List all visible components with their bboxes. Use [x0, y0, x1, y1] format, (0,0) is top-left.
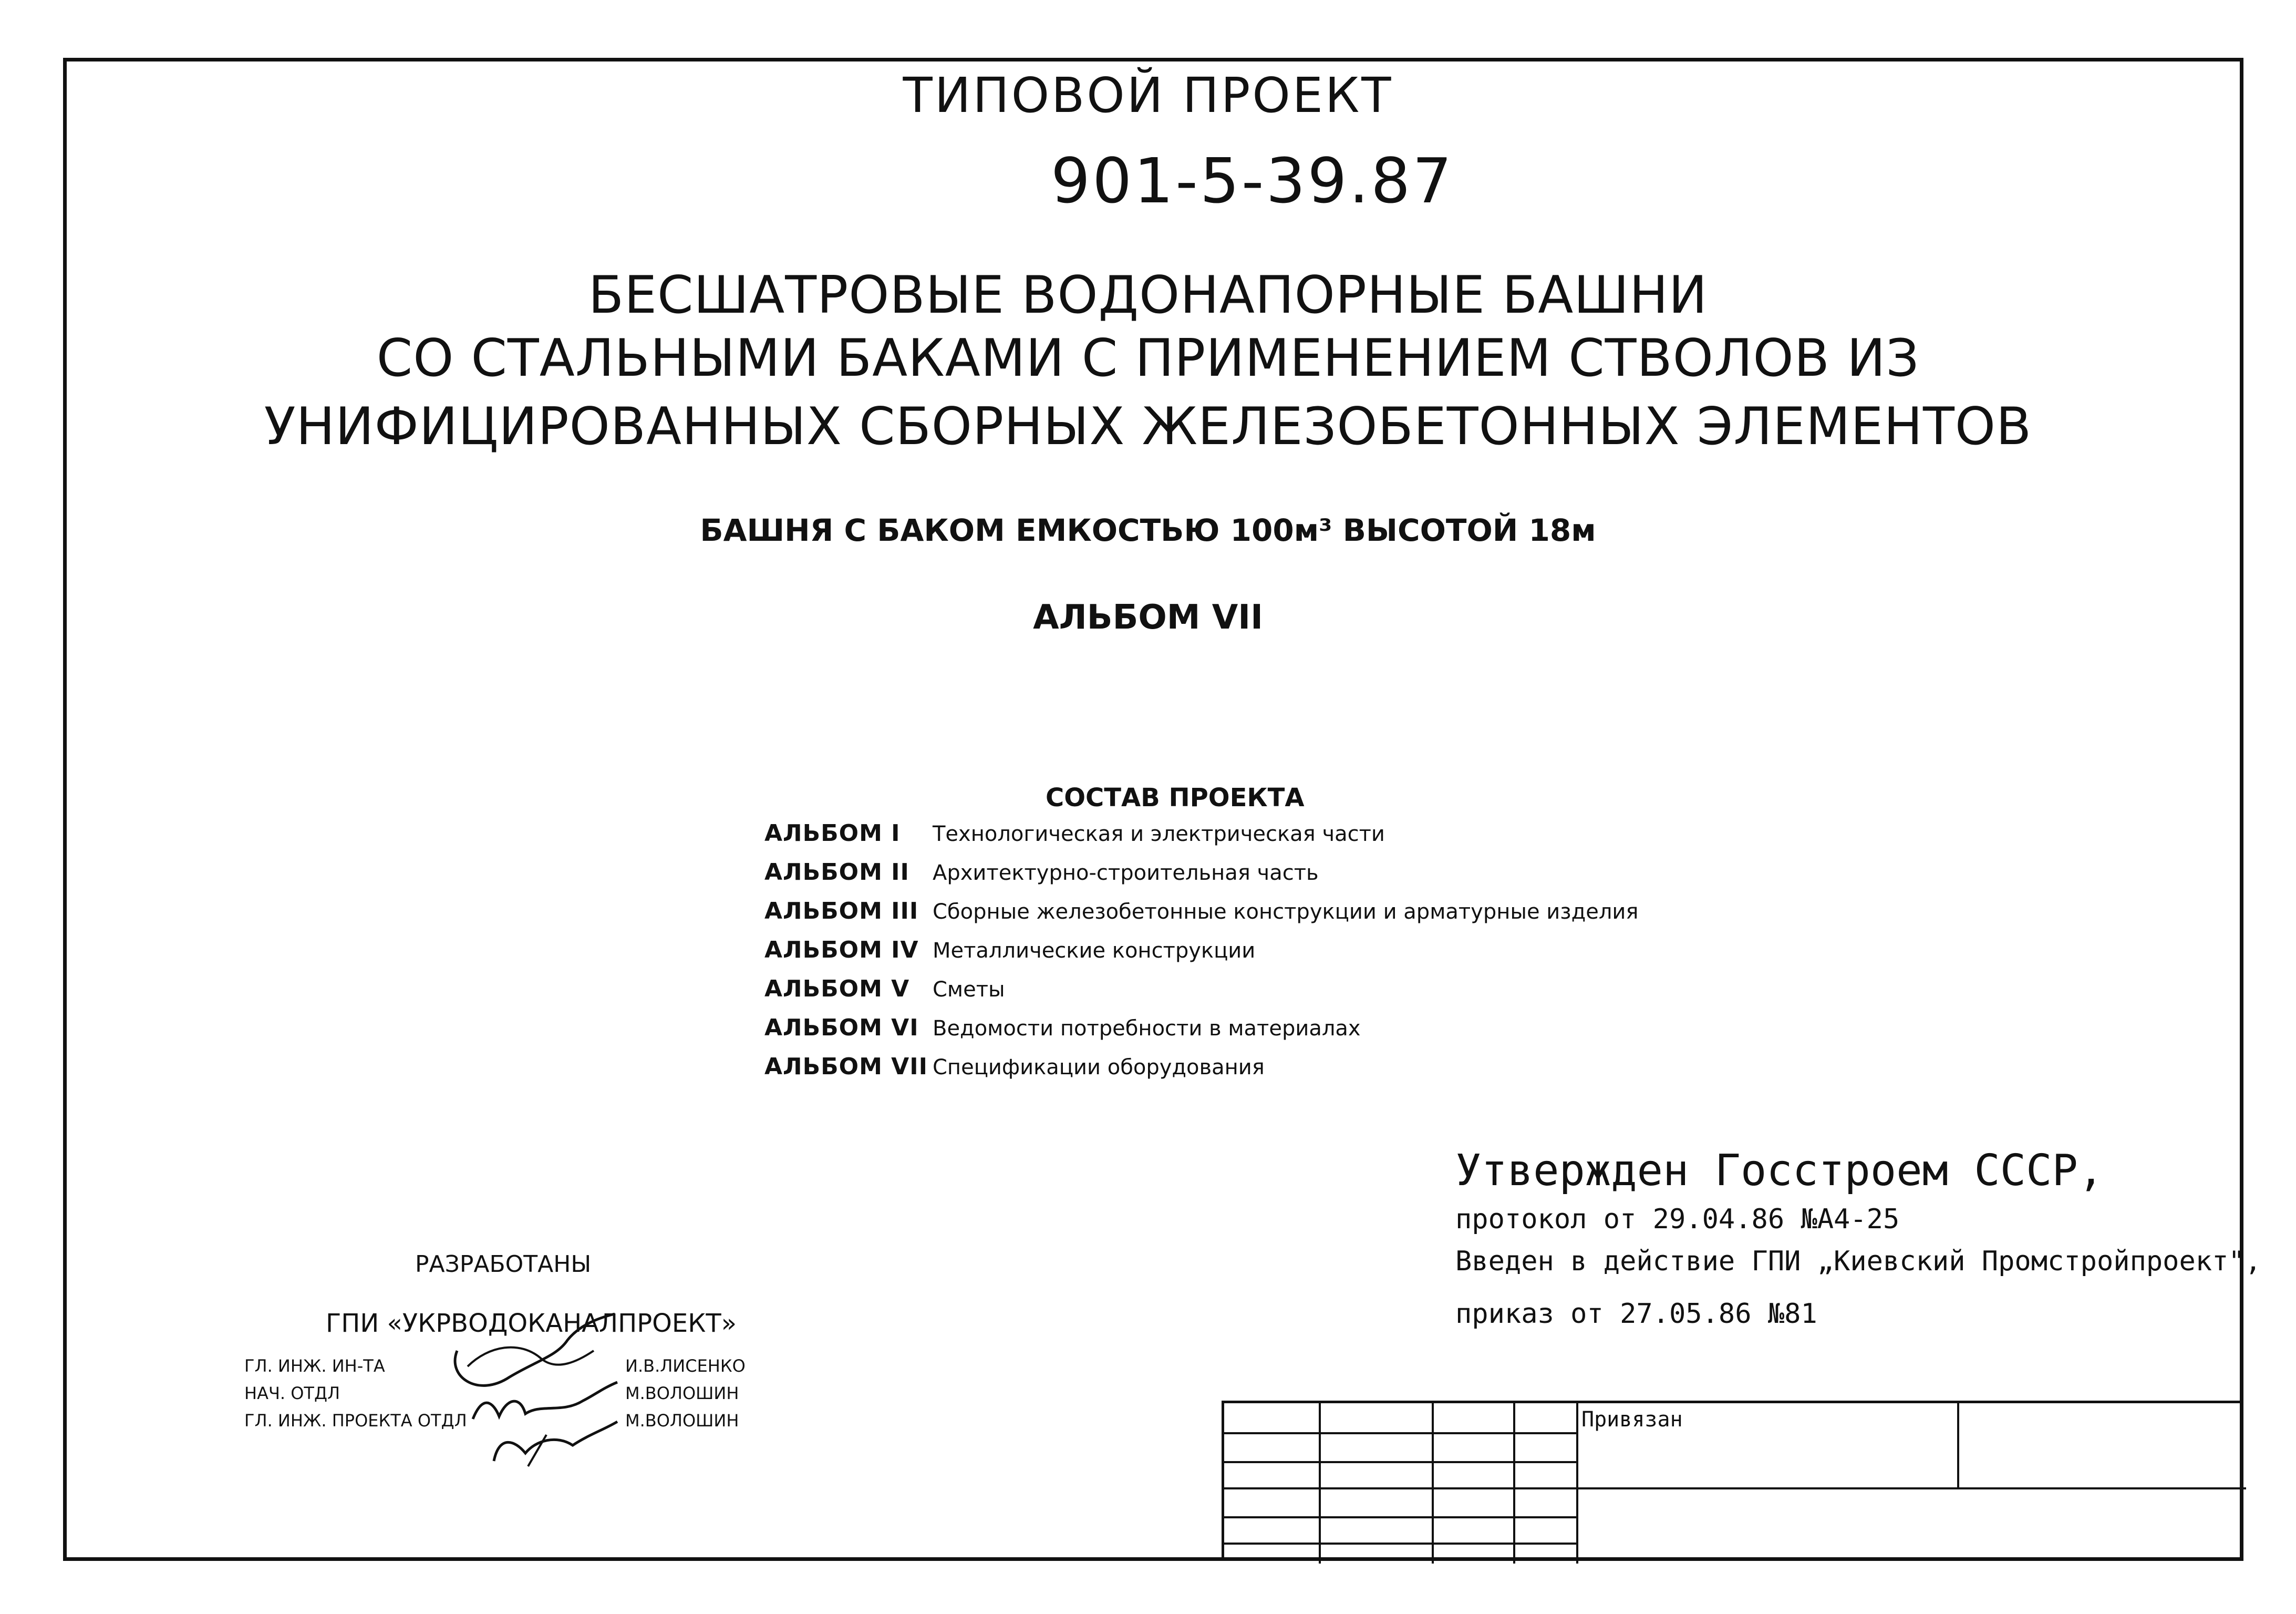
stamp-divider: [1513, 1403, 1515, 1564]
approval-line-3: Введен в действие ГПИ „Киевский Промстройпроект",: [1455, 1246, 2262, 1277]
composition-row: [764, 937, 1255, 975]
title-line-2: СО СТАЛЬНЫМИ БАКАМИ С ПРИМЕНЕНИЕМ СТВОЛОВ ИЗ: [376, 328, 1920, 388]
stamp-row-line: [1224, 1461, 1576, 1463]
stamp-label: Привязан: [1581, 1407, 1683, 1432]
composition-album: АЛЬБОМ I: [764, 820, 901, 847]
composition-album: АЛЬБОМ IV: [764, 937, 919, 963]
composition-desc: Ведомости потребности в материалах: [933, 1016, 1361, 1041]
title-line-1: БЕСШАТРОВЫЕ ВОДОНАПОРНЫЕ БАШНИ: [588, 265, 1708, 325]
signature-role: ГЛ. ИНЖ. ИН-ТА: [244, 1356, 385, 1376]
signature-name: М.ВОЛОШИН: [625, 1383, 739, 1403]
approval-line-4: приказ от 27.05.86 №81: [1455, 1298, 1817, 1330]
stamp-row-line: [1224, 1543, 1576, 1545]
stamp-row-line: [1224, 1516, 1576, 1518]
signature-role: НАЧ. ОТДЛ: [244, 1383, 340, 1403]
composition-album: АЛЬБОМ VI: [764, 1014, 919, 1041]
composition-row: [764, 898, 1638, 937]
composition-title: СОСТАВ ПРОЕКТА: [1046, 783, 1305, 813]
signature-name: М.ВОЛОШИН: [625, 1411, 739, 1431]
handwritten-signatures: [436, 1309, 625, 1482]
approval-line-1: Утвержден Госстроем СССР,: [1455, 1146, 2104, 1196]
stamp-divider: [1957, 1403, 1959, 1487]
composition-album: АЛЬБОМ V: [764, 975, 910, 1002]
signature-name: И.В.ЛИСЕНКО: [625, 1356, 746, 1376]
composition-row: [764, 1053, 1265, 1092]
signature-role: ГЛ. ИНЖ. ПРОЕКТА ОТДЛ: [244, 1411, 467, 1431]
stamp-divider: [1432, 1403, 1434, 1564]
project-type-label: ТИПОВОЙ ПРОЕКТ: [903, 67, 1393, 124]
composition-desc: Сметы: [933, 978, 1005, 1002]
composition-row: [764, 1014, 1361, 1053]
composition-row: [764, 975, 1005, 1014]
composition-desc: Технологическая и электрическая части: [933, 822, 1385, 846]
composition-row: [764, 820, 1385, 859]
composition-album: АЛЬБОМ VII: [764, 1053, 928, 1080]
stamp-divider: [1319, 1403, 1321, 1564]
project-code: 901-5-39.87: [1051, 145, 1454, 217]
approval-line-2: протокол от 29.04.86 №А4-25: [1455, 1204, 1900, 1235]
developer-title: РАЗРАБОТАНЫ: [415, 1251, 592, 1278]
developer-org: ГПИ «УКРВОДОКАНАЛПРОЕКТ»: [326, 1309, 737, 1338]
stamp-row-line: [1224, 1487, 2246, 1489]
composition-row: [764, 859, 1319, 898]
composition-album: АЛЬБОМ II: [764, 859, 909, 886]
subtitle: БАШНЯ С БАКОМ ЕМКОСТЬЮ 100м³ ВЫСОТОЙ 18м: [700, 512, 1596, 548]
stamp-row-line: [1224, 1432, 1576, 1434]
stamp-divider: [1576, 1403, 1578, 1564]
composition-desc: Архитектурно-строительная часть: [933, 861, 1319, 885]
composition-desc: Сборные железобетонные конструкции и арматурные изделия: [933, 900, 1639, 924]
album-number: АЛЬБОМ VII: [1033, 598, 1263, 637]
composition-desc: Металлические конструкции: [933, 939, 1256, 963]
title-block: [1222, 1401, 2243, 1561]
composition-album: АЛЬБОМ III: [764, 898, 919, 924]
title-line-3: УНИФИЦИРОВАННЫХ СБОРНЫХ ЖЕЛЕЗОБЕТОННЫХ ЭЛЕМЕНТОВ: [264, 397, 2032, 457]
composition-desc: Спецификации оборудования: [933, 1055, 1265, 1080]
